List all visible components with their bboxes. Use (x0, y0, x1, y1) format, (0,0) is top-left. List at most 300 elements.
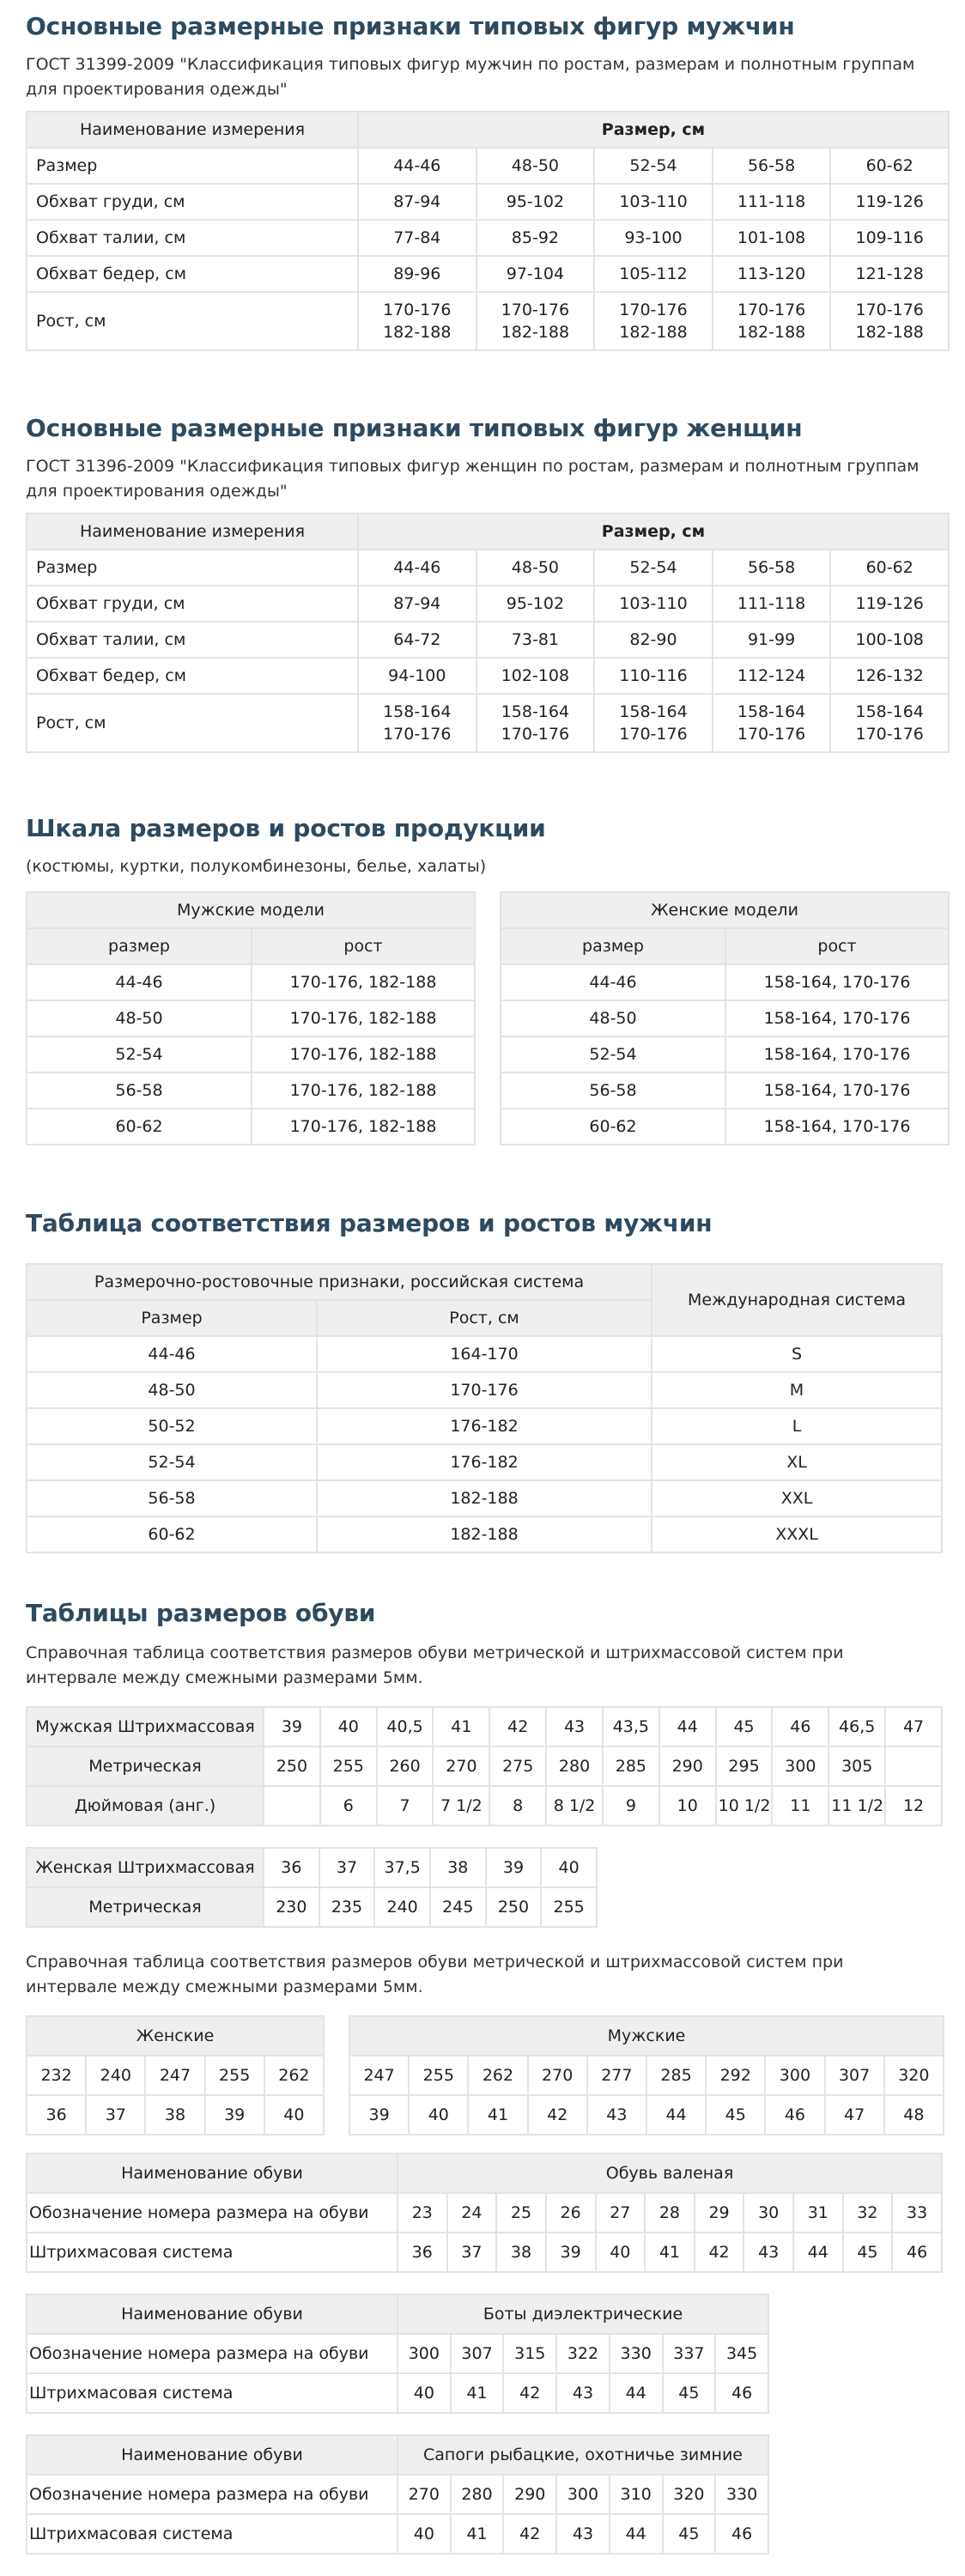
table-row (349, 2056, 944, 2095)
cell: 33 (892, 2193, 942, 2233)
table-row (27, 1372, 942, 1408)
cell: 52-54 (27, 1036, 252, 1072)
men-figures-description: ГОСТ 31399-2009 "Классификация типовых фигур мужчин по ростам, размерам и полнотным группам для проектирования одежды" (26, 55, 915, 99)
cell: 48 (884, 2095, 944, 2135)
cell: 48-50 (27, 1372, 317, 1408)
cell: 322 (556, 2334, 610, 2373)
cell: 158-164 170-176 (476, 694, 595, 752)
cell: 52-54 (594, 148, 713, 184)
table-row (501, 1109, 949, 1145)
cell: 11 (772, 1786, 828, 1826)
cell: 255 (205, 2056, 264, 2095)
cell: 315 (503, 2334, 556, 2373)
cell: 42 (528, 2095, 587, 2135)
table-row (27, 148, 949, 184)
cell: 110-116 (594, 658, 713, 694)
cell: 37,5 (374, 1848, 430, 1887)
cell: 94-100 (358, 658, 476, 694)
cell: 101-108 (713, 220, 831, 256)
cell: 285 (603, 1747, 659, 1786)
table-row (27, 550, 949, 586)
cell: 25 (496, 2193, 546, 2233)
cell: 46 (715, 2514, 768, 2554)
cell: 52-54 (501, 1036, 725, 1072)
cell: 27 (596, 2193, 646, 2233)
cell: 37 (447, 2233, 497, 2272)
cell: 295 (716, 1747, 773, 1786)
cell: 56-58 (713, 550, 831, 586)
cell: 240 (86, 2056, 145, 2095)
cell: 119-126 (830, 184, 949, 220)
cell: 182-188 (317, 1516, 652, 1552)
cell: 158-164, 170-176 (725, 1036, 949, 1072)
cell: 164-170 (317, 1336, 652, 1372)
cell: 87-94 (358, 184, 476, 220)
cell: 40 (264, 2095, 324, 2135)
scale-men-table (26, 891, 476, 1145)
cell: 305 (828, 1747, 885, 1786)
cell: 45 (663, 2514, 716, 2554)
cell: 44-46 (358, 550, 476, 586)
cell: 41 (451, 2514, 504, 2554)
table-row (27, 2475, 768, 2514)
table-row (349, 2095, 944, 2135)
cell: 43 (587, 2095, 646, 2135)
cell: 45 (706, 2095, 765, 2135)
cell: 255 (320, 1747, 377, 1786)
cell: 307 (451, 2334, 504, 2373)
cell: 40 (398, 2373, 451, 2413)
scale-women-table (500, 891, 950, 1145)
table-row (27, 1887, 597, 1927)
table-row (27, 1072, 475, 1109)
cell: 43 (556, 2373, 610, 2413)
men-shoe-table-2 (349, 2015, 944, 2136)
table-row (27, 256, 949, 292)
shoe-name-header: Наименование обуви (27, 2435, 398, 2475)
cell: 170-176, 182-188 (252, 1000, 475, 1036)
correspondence-title: Таблица соответствия размеров и ростов мужчин (26, 1209, 713, 1237)
shoes-title: Таблицы размеров обуви (26, 1599, 376, 1627)
cell: 170-176 182-188 (713, 292, 831, 350)
group-header: Размерочно-ростовочные признаки, российская система (27, 1264, 652, 1300)
cell: 300 (556, 2475, 610, 2514)
cell: 42 (695, 2233, 744, 2272)
cell: 60-62 (501, 1109, 725, 1145)
table-row (27, 1109, 475, 1145)
cell: 41 (451, 2373, 504, 2413)
col-height-header: Рост, см (317, 1300, 652, 1336)
cell: 109-116 (830, 220, 949, 256)
row-label: Штрихмасовая система (27, 2373, 398, 2413)
row-label: Обхват бедер, см (27, 256, 358, 292)
women-shoe-table (26, 1847, 598, 1928)
cell: 97-104 (476, 256, 595, 292)
cell: 26 (546, 2193, 596, 2233)
scale-section (26, 814, 950, 1157)
fishing-boots-table (26, 2434, 769, 2555)
table-row (501, 1072, 949, 1109)
cell: 7 1/2 (433, 1786, 489, 1826)
women-header: Женские (27, 2016, 324, 2056)
cell: 330 (715, 2475, 768, 2514)
row-label: Метрическая (27, 1747, 264, 1786)
cell: 170-176 (317, 1372, 652, 1408)
table-row (27, 1444, 942, 1480)
cell: 300 (398, 2334, 451, 2373)
felt-boots-header: Обувь валеная (398, 2154, 942, 2193)
cell: 111-118 (713, 586, 831, 622)
cell: 8 1/2 (546, 1786, 603, 1826)
table-row (27, 1707, 942, 1747)
cell: 345 (715, 2334, 768, 2373)
cell: 64-72 (358, 622, 476, 658)
cell: 45 (843, 2233, 893, 2272)
table-row (501, 1000, 949, 1036)
row-label: Обозначение номера размера на обуви (27, 2475, 398, 2514)
col-name-header: Наименование измерения (27, 513, 358, 550)
cell: 100-108 (830, 622, 949, 658)
women-shoe-table-2 (26, 2015, 325, 2136)
cell: 85-92 (476, 220, 595, 256)
cell: 36 (264, 1848, 319, 1887)
row-label: Обхват груди, см (27, 586, 358, 622)
cell: 41 (468, 2095, 527, 2135)
cell: 158-164 170-176 (830, 694, 949, 752)
cell: 270 (398, 2475, 451, 2514)
cell: S (652, 1336, 942, 1372)
cell: 182-188 (317, 1480, 652, 1516)
cell: 307 (825, 2056, 884, 2095)
table-row (27, 1786, 942, 1826)
row-label: Размер (27, 550, 358, 586)
cell: 12 (885, 1786, 942, 1826)
cell: 7 (377, 1786, 434, 1826)
row-label: Обозначение номера размера на обуви (27, 2334, 398, 2373)
cell: 250 (264, 1747, 320, 1786)
cell: 176-182 (317, 1444, 652, 1480)
cell: 290 (659, 1747, 716, 1786)
cell: 255 (541, 1887, 597, 1927)
table-row (27, 184, 949, 220)
cell: 176-182 (317, 1408, 652, 1444)
cell: 170-176, 182-188 (252, 1109, 475, 1145)
cell: 48-50 (501, 1000, 725, 1036)
cell: 103-110 (594, 184, 713, 220)
cell: 40 (398, 2514, 451, 2554)
dielectric-boots-header: Боты диэлектрические (398, 2294, 768, 2334)
cell: 255 (409, 2056, 468, 2095)
cell: 60-62 (27, 1516, 317, 1552)
col-name-header: Наименование измерения (27, 112, 358, 148)
cell: 40 (409, 2095, 468, 2135)
cell: 230 (264, 1887, 319, 1927)
cell: 46,5 (828, 1707, 885, 1747)
cell: 277 (587, 2056, 646, 2095)
shoes-section (26, 1599, 950, 2555)
table-row (27, 622, 949, 658)
row-label: Обхват бедер, см (27, 658, 358, 694)
cell: 39 (205, 2095, 264, 2135)
col-intl-header: Международная система (652, 1264, 942, 1336)
cell: 8 (489, 1786, 546, 1826)
women-models-header: Женские модели (501, 892, 949, 928)
cell: 158-164, 170-176 (725, 1072, 949, 1109)
cell: 45 (716, 1707, 773, 1747)
cell: 44 (659, 1707, 716, 1747)
fishing-boots-header: Сапоги рыбацкие, охотничье зимние (398, 2435, 768, 2475)
table-row (27, 2056, 324, 2095)
cell: 40 (541, 1848, 597, 1887)
cell: 43 (556, 2514, 610, 2554)
cell (885, 1747, 942, 1786)
cell: 44-46 (501, 964, 725, 1000)
cell: 56-58 (713, 148, 831, 184)
cell: 235 (319, 1887, 375, 1927)
cell: 112-124 (713, 658, 831, 694)
correspondence-section (26, 1209, 943, 1553)
cell: 44-46 (27, 964, 252, 1000)
cell: 38 (430, 1848, 486, 1887)
table-row (27, 1480, 942, 1516)
cell: 39 (546, 2233, 596, 2272)
cell: 37 (86, 2095, 145, 2135)
cell: 73-81 (476, 622, 595, 658)
cell: 42 (503, 2373, 556, 2413)
cell: 44 (646, 2095, 706, 2135)
cell: 280 (451, 2475, 504, 2514)
women-figures-section (26, 414, 950, 753)
table-row (27, 1336, 942, 1372)
cell: 40 (596, 2233, 646, 2272)
cell: 126-132 (830, 658, 949, 694)
cell: 11 1/2 (828, 1786, 885, 1826)
cell: 280 (546, 1747, 603, 1786)
scale-title: Шкала размеров и ростов продукции (26, 814, 546, 842)
cell: 46 (765, 2095, 824, 2135)
table-row (27, 292, 949, 350)
table-row (27, 2334, 768, 2373)
cell: 56-58 (27, 1072, 252, 1109)
men-shoe-table (26, 1706, 943, 1826)
cell: 31 (793, 2193, 843, 2233)
col-size-header: размер (501, 928, 725, 964)
cell: 290 (503, 2475, 556, 2514)
cell: 42 (489, 1707, 546, 1747)
cell: 36 (398, 2233, 447, 2272)
table-row (27, 220, 949, 256)
felt-boots-table (26, 2153, 943, 2273)
shoes-description-2: Справочная таблица соответствия размеров обуви метрической и штрихмассовой систем при интервале между смежными размерами 5мм. (26, 1953, 844, 1996)
cell: 320 (884, 2056, 944, 2095)
cell: 170-176, 182-188 (252, 1036, 475, 1072)
cell: 158-164, 170-176 (725, 964, 949, 1000)
row-label: Обхват талии, см (27, 622, 358, 658)
row-label: Штрихмасовая система (27, 2233, 398, 2272)
shoe-name-header: Наименование обуви (27, 2294, 398, 2334)
table-row (27, 2373, 768, 2413)
cell: 158-164, 170-176 (725, 1109, 949, 1145)
cell: 158-164 170-176 (358, 694, 476, 752)
cell: 41 (645, 2233, 695, 2272)
scale-description: (костюмы, куртки, полукомбинезоны, белье, халаты) (26, 857, 487, 876)
row-label: Рост, см (27, 292, 358, 350)
cell: 40,5 (377, 1707, 434, 1747)
cell: 102-108 (476, 658, 595, 694)
cell: 39 (264, 1707, 320, 1747)
men-figures-section (26, 12, 950, 351)
table-row (27, 2233, 942, 2272)
cell: 275 (489, 1747, 546, 1786)
cell: 285 (646, 2056, 706, 2095)
cell: 292 (706, 2056, 765, 2095)
cell: 158-164, 170-176 (725, 1000, 949, 1036)
cell: 24 (447, 2193, 497, 2233)
women-figures-description: ГОСТ 31396-2009 "Классификация типовых фигур женщин по ростам, размерам и полнотным группам для проектирования одежды" (26, 457, 919, 501)
cell: 170-176, 182-188 (252, 964, 475, 1000)
table-row (27, 2514, 768, 2554)
cell: 48-50 (27, 1000, 252, 1036)
cell: 113-120 (713, 256, 831, 292)
cell: 93-100 (594, 220, 713, 256)
cell: 43 (743, 2233, 793, 2272)
cell: 37 (319, 1848, 375, 1887)
cell: 42 (503, 2514, 556, 2554)
cell: 103-110 (594, 586, 713, 622)
cell: 170-176 182-188 (476, 292, 595, 350)
col-height-header: рост (725, 928, 949, 964)
cell: 247 (349, 2056, 409, 2095)
row-label: Обозначение номера размера на обуви (27, 2193, 398, 2233)
cell: 260 (377, 1747, 434, 1786)
dielectric-boots-table (26, 2293, 769, 2414)
cell: 44 (793, 2233, 843, 2272)
cell: 121-128 (830, 256, 949, 292)
cell (264, 1786, 320, 1826)
cell: 170-176 182-188 (358, 292, 476, 350)
cell: 47 (825, 2095, 884, 2135)
cell: 38 (496, 2233, 546, 2272)
men-figures-table (26, 111, 950, 351)
table-row (27, 1747, 942, 1786)
table-row (27, 1000, 475, 1036)
cell: 10 1/2 (716, 1786, 773, 1826)
cell: 95-102 (476, 586, 595, 622)
cell: 262 (468, 2056, 527, 2095)
table-row (27, 658, 949, 694)
cell: 111-118 (713, 184, 831, 220)
cell: 47 (885, 1707, 942, 1747)
women-figures-table (26, 513, 950, 753)
col-size-header: Размер, см (358, 513, 949, 550)
cell: 44 (610, 2514, 663, 2554)
cell: 300 (765, 2056, 824, 2095)
cell: 60-62 (830, 148, 949, 184)
cell: 119-126 (830, 586, 949, 622)
cell: 29 (695, 2193, 744, 2233)
table-row (27, 1036, 475, 1072)
cell: 36 (27, 2095, 86, 2135)
shoes-description: Справочная таблица соответствия размеров обуви метрической и штрихмассовой систем при интервале между смежными размерами 5мм. (26, 1643, 844, 1687)
cell: 52-54 (594, 550, 713, 586)
cell: 46 (772, 1707, 828, 1747)
cell: 9 (603, 1786, 659, 1826)
cell: 320 (663, 2475, 716, 2514)
cell: 240 (374, 1887, 430, 1927)
cell: 40 (320, 1707, 377, 1747)
cell: 270 (433, 1747, 489, 1786)
table-row (27, 1516, 942, 1552)
cell: 32 (843, 2193, 893, 2233)
cell: 89-96 (358, 256, 476, 292)
col-size-header: размер (27, 928, 252, 964)
cell: 262 (264, 2056, 324, 2095)
row-label: Рост, см (27, 694, 358, 752)
cell: 250 (486, 1887, 542, 1927)
cell: 46 (715, 2373, 768, 2413)
col-size-header: Размер (27, 1300, 317, 1336)
row-label: Размер (27, 148, 358, 184)
cell: 43 (546, 1707, 603, 1747)
cell: XL (652, 1444, 942, 1480)
cell: 39 (486, 1848, 542, 1887)
cell: 44-46 (358, 148, 476, 184)
cell: 337 (663, 2334, 716, 2373)
correspondence-table (26, 1263, 943, 1553)
men-figures-title: Основные размерные признаки типовых фигур мужчин (26, 12, 795, 40)
men-header: Мужские (349, 2016, 944, 2056)
cell: 247 (145, 2056, 204, 2095)
cell: 60-62 (830, 550, 949, 586)
cell: 91-99 (713, 622, 831, 658)
table-row (501, 1036, 949, 1072)
table-row (27, 694, 949, 752)
cell: XXXL (652, 1516, 942, 1552)
shoe-name-header: Наименование обуви (27, 2154, 398, 2193)
cell: 170-176, 182-188 (252, 1072, 475, 1109)
men-models-header: Мужские модели (27, 892, 475, 928)
cell: 44-46 (27, 1336, 317, 1372)
cell: 245 (430, 1887, 486, 1927)
row-label: Штрихмасовая система (27, 2514, 398, 2554)
cell: 48-50 (476, 550, 595, 586)
row-label: Женская Штрихмассовая (27, 1848, 264, 1887)
row-label: Обхват груди, см (27, 184, 358, 220)
cell: 46 (892, 2233, 942, 2272)
table-row (27, 586, 949, 622)
cell: 45 (663, 2373, 716, 2413)
cell: 39 (349, 2095, 409, 2135)
cell: 6 (320, 1786, 377, 1826)
cell: 87-94 (358, 586, 476, 622)
cell: 41 (433, 1707, 489, 1747)
row-label: Мужская Штрихмассовая (27, 1707, 264, 1747)
col-size-header: Размер, см (358, 112, 949, 148)
cell: 28 (645, 2193, 695, 2233)
cell: XXL (652, 1480, 942, 1516)
cell: 48-50 (476, 148, 595, 184)
row-label: Дюймовая (анг.) (27, 1786, 264, 1826)
cell: M (652, 1372, 942, 1408)
cell: 170-176 182-188 (594, 292, 713, 350)
cell: 232 (27, 2056, 86, 2095)
cell: 310 (610, 2475, 663, 2514)
table-row (27, 1848, 597, 1887)
cell: 270 (528, 2056, 587, 2095)
cell: 52-54 (27, 1444, 317, 1480)
cell: 95-102 (476, 184, 595, 220)
cell: 105-112 (594, 256, 713, 292)
